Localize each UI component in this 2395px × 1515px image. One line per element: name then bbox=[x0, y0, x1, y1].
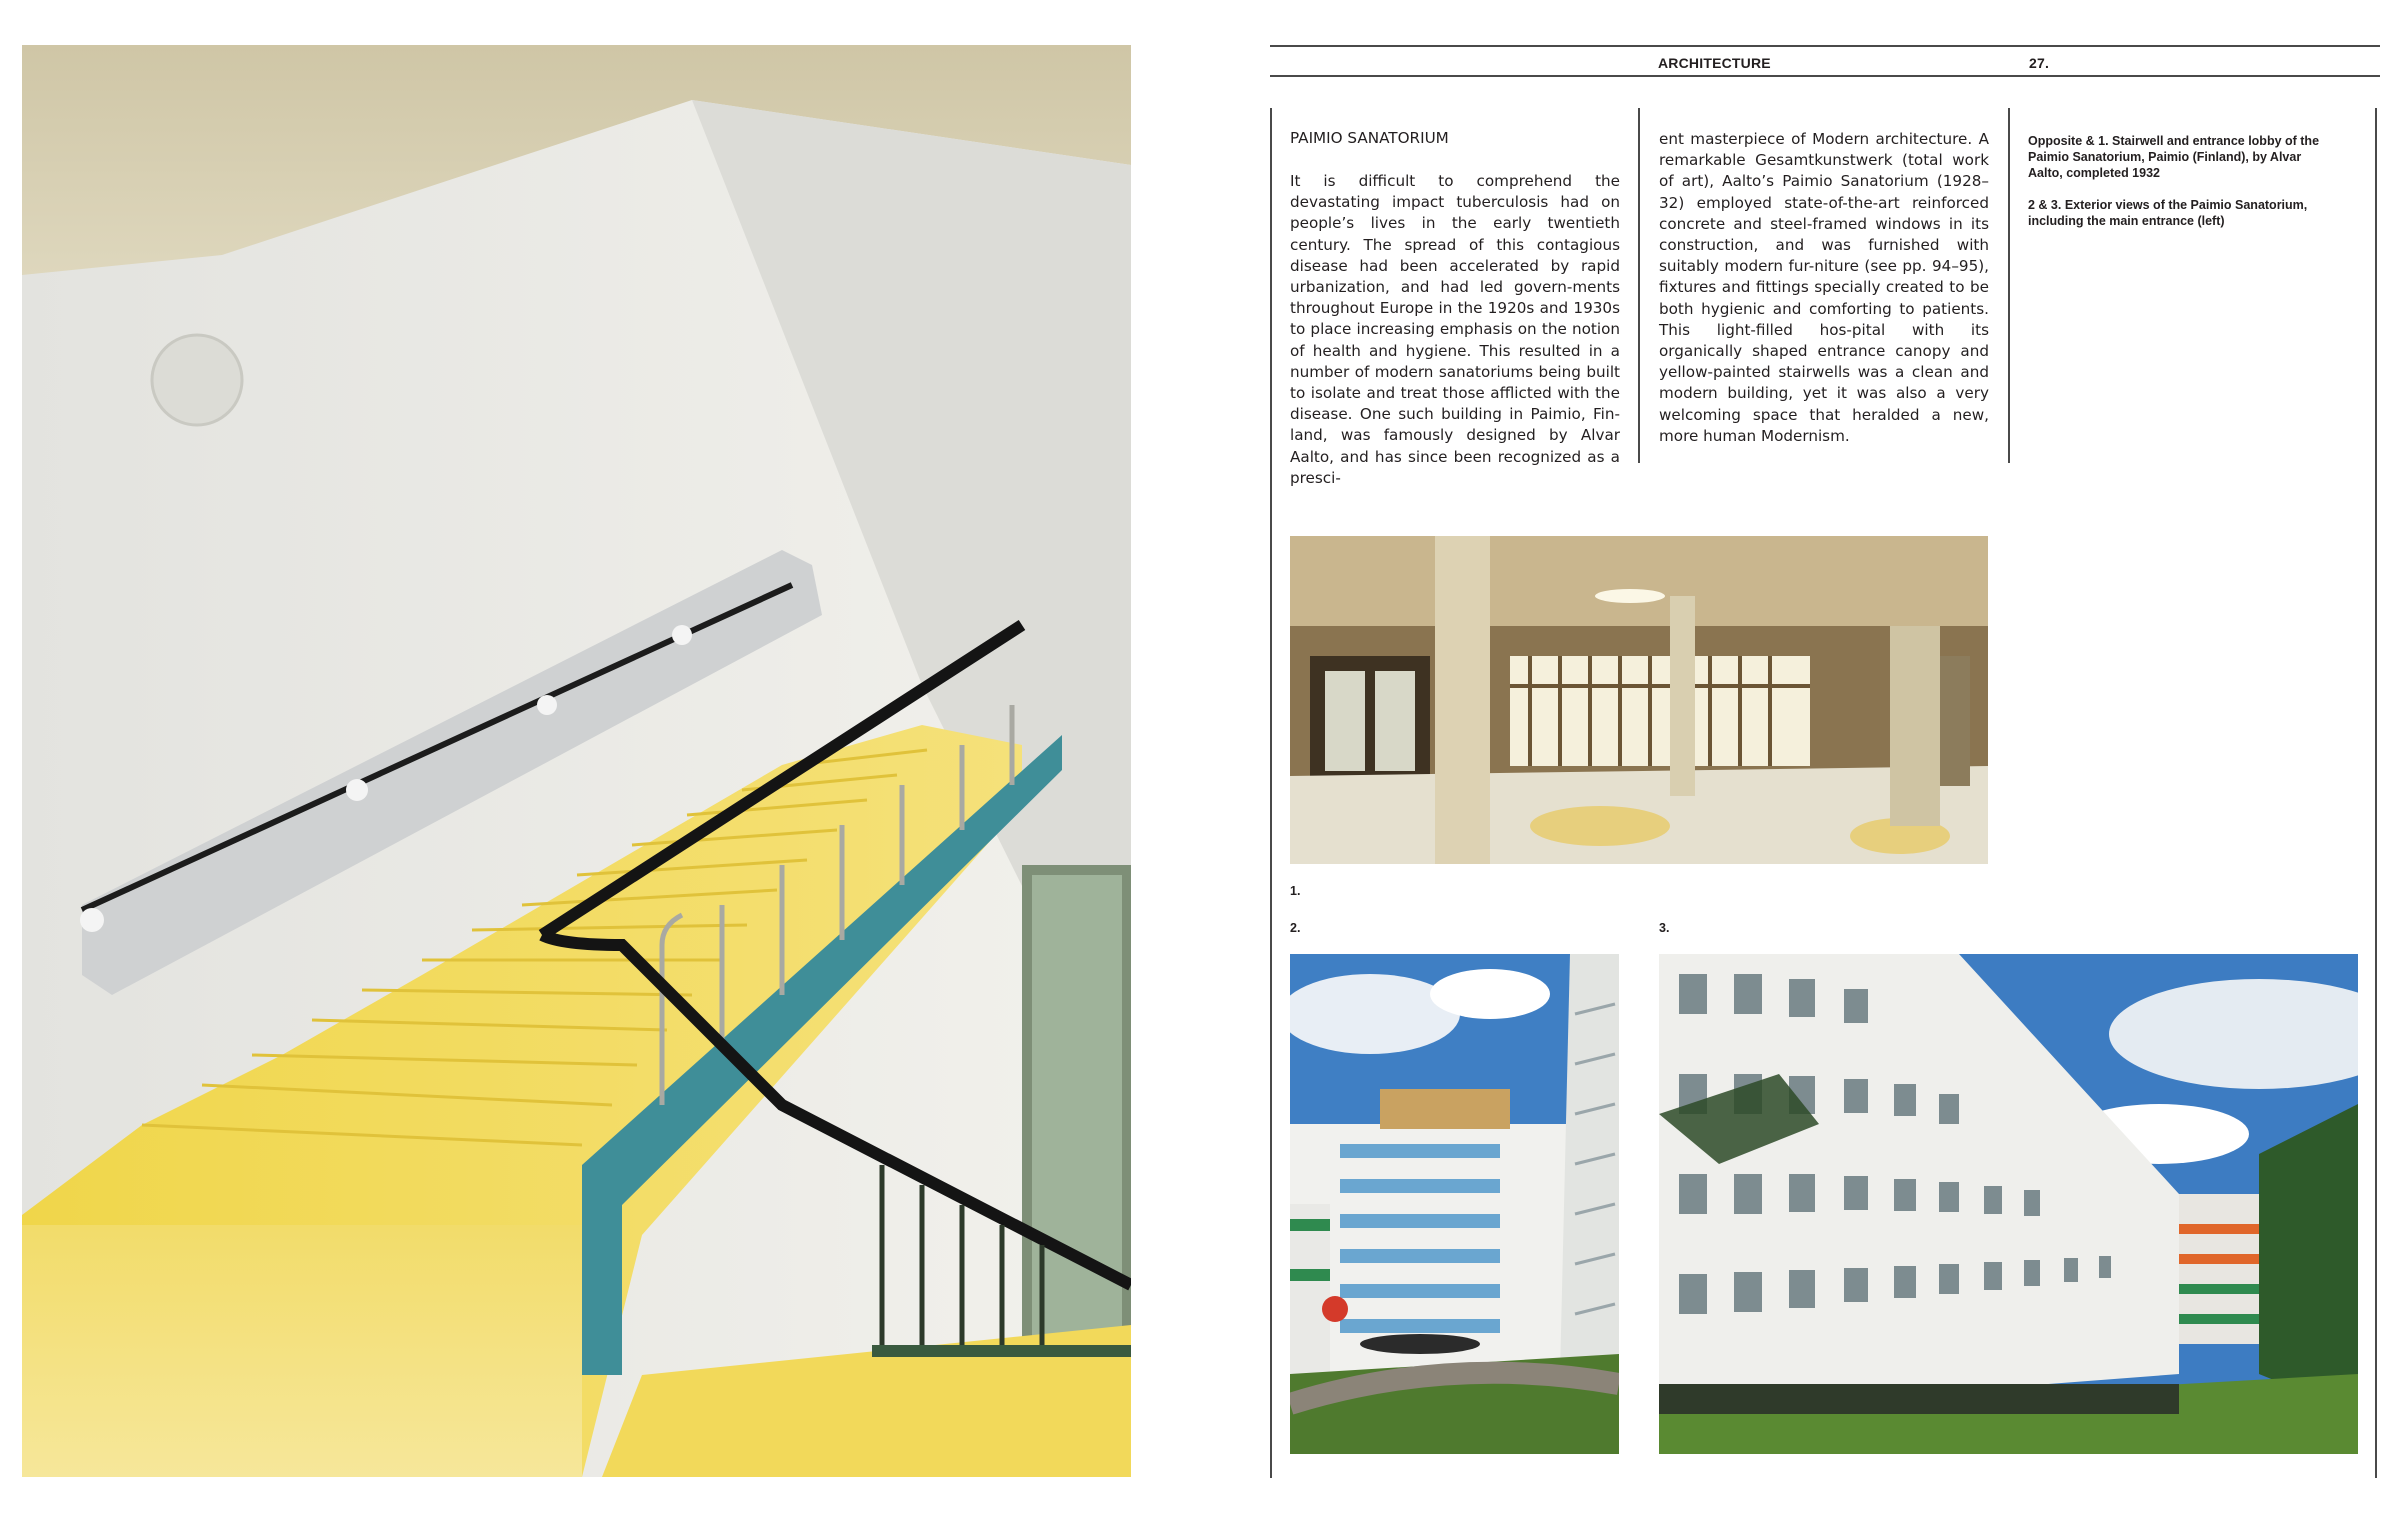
column-rule-left bbox=[1270, 108, 1272, 1478]
caption-2: 2 & 3. Exterior views of the Paimio Sanatorium, including the main entrance (left) bbox=[2028, 198, 2308, 228]
header-top-rule bbox=[1270, 45, 2380, 47]
column-rule-right bbox=[2008, 108, 2010, 463]
section-title: ARCHITECTURE bbox=[1658, 55, 1771, 71]
exterior-facade-photo bbox=[1659, 954, 2358, 1454]
captions-block bbox=[2028, 133, 2338, 245]
header-bottom-rule bbox=[1270, 75, 2380, 77]
article-column-1: It is difficult to comprehend the devastating impact tuberculosis had on people’s lives in the early twentieth century. The spread of this contagious disease had been accelerated by rapid urbanization, and had led govern-ments throughout Europe in the 1920s and 1930s to place increasing emphasis on the notion of health and hygiene. This resulted in a number of modern sanatoriums being built to isolate and treat those afflicted with the disease. One such building in Paimio, Fin-land, was famously designed by Alvar Aalto, and has since been recognized as a presci- bbox=[1290, 172, 1620, 487]
figure-3-label: 3. bbox=[1659, 921, 1670, 935]
article-title: PAIMIO SANATORIUM bbox=[1290, 129, 1449, 147]
page-number: 27. bbox=[2029, 55, 2050, 71]
exterior-entrance-photo bbox=[1290, 954, 1619, 1454]
article-column-2: ent masterpiece of Modern architecture. A remarkable Gesamtkunstwerk (total work of art), Aalto’s Paimio Sanatorium (1928–32) employed state-of-the-art reinforced concrete and steel-framed windows in its construction, and was furnished with suitably modern fur-niture (see pp. 94–95), fixtures and fittings specially created to be both hygienic and comforting to patients. This light-filled hos-pital with its organically shaped entrance canopy and yellow-painted stairwells was a clean and modern building, yet it was also a very welcoming space that heralded a new, more human Modernism. bbox=[1659, 130, 1989, 445]
column-rule-edge bbox=[2375, 108, 2377, 1478]
entrance-lobby-photo bbox=[1290, 536, 1988, 864]
stairwell-photo bbox=[22, 45, 1131, 1477]
column-rule-middle bbox=[1638, 108, 1640, 463]
figure-2-label: 2. bbox=[1290, 921, 1301, 935]
caption-1: Opposite & 1. Stairwell and entrance lobby of the Paimio Sanatorium, Paimio (Finland), by Alvar Aalto, completed 1932 bbox=[2028, 134, 2320, 180]
figure-1-label: 1. bbox=[1290, 884, 1301, 898]
